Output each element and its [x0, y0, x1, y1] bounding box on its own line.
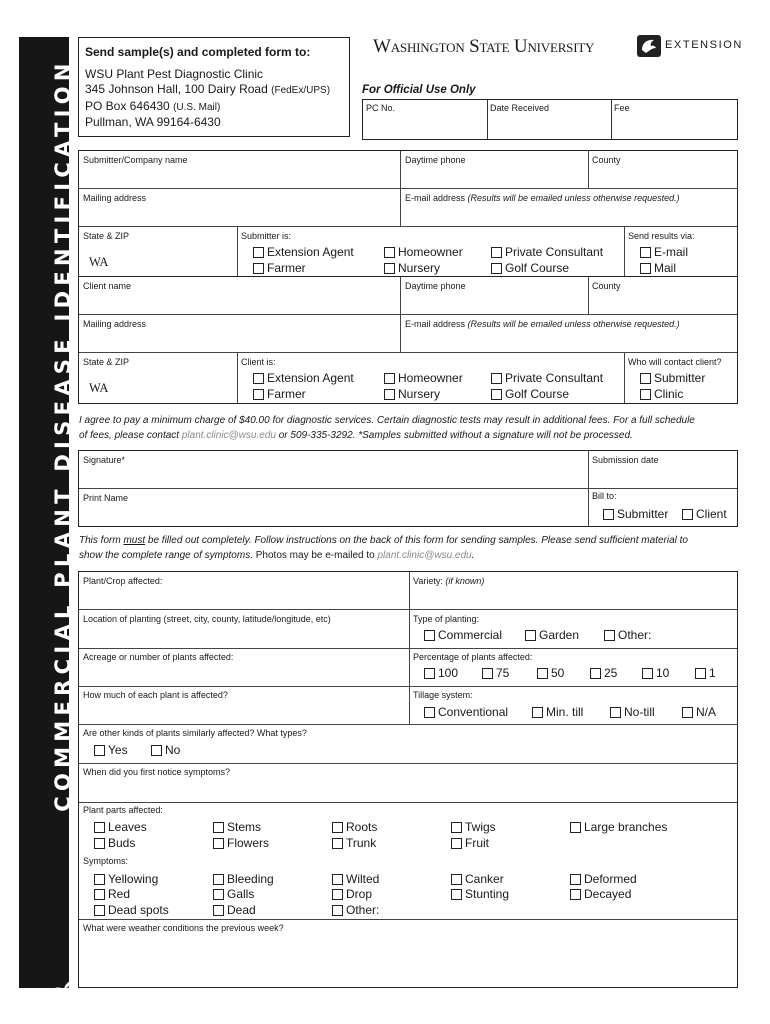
symptom-checkbox[interactable] [94, 872, 158, 886]
option-label: Fruit [465, 836, 489, 850]
tillage-label: Tillage system: [413, 690, 473, 700]
submitter-type-checkbox[interactable] [384, 261, 440, 275]
instructions-rest: be filled out completely. Follow instructions on the back of this form for sending samples. Please send sufficient material to [147, 535, 688, 546]
option-label: Private Consultant [505, 371, 604, 385]
checkbox-icon [451, 838, 462, 849]
wsu-header [373, 33, 741, 63]
submitter-phone-field[interactable]: Daytime phone [405, 155, 466, 165]
checkbox-icon [384, 247, 395, 258]
tillage-checkbox[interactable] [424, 705, 508, 719]
extension-label: EXTENSION [665, 39, 743, 51]
option-label: 50 [551, 666, 565, 680]
checkbox-icon [590, 668, 601, 679]
client-state-value[interactable]: WA [89, 381, 109, 395]
option-label: Client [696, 507, 727, 521]
checkbox-icon [491, 373, 502, 384]
checkbox-icon [424, 668, 435, 679]
tillage-checkbox[interactable] [682, 705, 716, 719]
checkbox-icon [451, 874, 462, 885]
submitter-name-field[interactable]: Submitter/Company name [83, 155, 188, 165]
option-label: Extension Agent [267, 245, 354, 259]
send-to-title: Send sample(s) and completed form to: [85, 45, 311, 59]
type-planting-checkbox[interactable] [424, 628, 502, 642]
send-to-box [78, 37, 350, 137]
percentage-label: Percentage of plants affected: [413, 652, 533, 662]
email-label: E-mail address [405, 319, 466, 329]
university-name: Washington State University [373, 36, 595, 57]
option-label: N/A [696, 705, 717, 719]
checkbox-icon [695, 668, 706, 679]
checkbox-icon [332, 874, 343, 885]
client-type-checkbox[interactable] [384, 387, 440, 401]
checkbox-icon [424, 630, 435, 641]
instructions-text [79, 533, 739, 563]
client-email-field[interactable] [405, 319, 680, 329]
option-label: Conventional [438, 705, 509, 719]
checkbox-icon [213, 874, 224, 885]
option-label: 10 [656, 666, 670, 680]
checkbox-icon [532, 707, 543, 718]
apple-icon [46, 979, 82, 1019]
checkbox-icon [482, 668, 493, 679]
bill-to-checkbox[interactable] [603, 507, 668, 521]
client-type-checkbox[interactable] [253, 387, 306, 401]
checkbox-icon [253, 373, 264, 384]
checkbox-icon [94, 838, 105, 849]
submitter-address-field[interactable]: Mailing address [83, 193, 147, 203]
who-contact-checkbox[interactable] [640, 371, 705, 385]
clinic-email-link[interactable]: plant.clinic@wsu.edu [377, 550, 472, 561]
plant-part-checkbox[interactable] [332, 820, 377, 834]
checkbox-icon [682, 707, 693, 718]
option-label: 75 [496, 666, 510, 680]
client-is-label: Client is: [241, 357, 276, 367]
option-label: Red [108, 887, 131, 901]
checkbox-icon [213, 905, 224, 916]
email-note: (Results will be emailed unless otherwise requested.) [467, 193, 680, 203]
client-type-checkbox[interactable] [491, 387, 569, 401]
option-label: Submitter [617, 507, 669, 521]
address-street-note: (FedEx/UPS) [271, 84, 331, 96]
pc-no-label: PC No. [366, 103, 396, 113]
option-label: Large branches [584, 820, 668, 834]
checkbox-icon [94, 905, 105, 916]
instructions-line [79, 548, 739, 563]
percentage-checkbox[interactable] [424, 666, 458, 680]
checkbox-icon [570, 874, 581, 885]
client-phone-field[interactable]: Daytime phone [405, 281, 466, 291]
option-label: Yellowing [108, 872, 159, 886]
checkbox-icon [94, 889, 105, 900]
crop-field[interactable]: Plant/Crop affected: [83, 576, 163, 586]
option-label: Roots [346, 820, 378, 834]
fee-label: Fee [614, 103, 630, 113]
option-label: Decayed [584, 887, 632, 901]
option-label: Farmer [267, 261, 306, 275]
client-county-field[interactable]: County [592, 281, 621, 291]
agreement-text [79, 413, 739, 443]
option-label: Wilted [346, 872, 380, 886]
checkbox-icon [94, 745, 105, 756]
type-planting-label: Type of planting: [413, 614, 480, 624]
checkbox-icon [451, 889, 462, 900]
symptom-checkbox[interactable] [451, 872, 504, 886]
checkbox-icon [642, 668, 653, 679]
other-kinds-label: Are other kinds of plants similarly affected? What types? [83, 728, 307, 738]
address-street: 345 Johnson Hall, 100 Dairy Road [85, 81, 268, 96]
tillage-checkbox[interactable] [532, 705, 583, 719]
option-label: Commercial [438, 628, 503, 642]
checkbox-icon [682, 509, 693, 520]
client-state-zip-label: State & ZIP [83, 357, 130, 367]
checkbox-icon [94, 874, 105, 885]
submitter-state-value[interactable]: WA [89, 255, 109, 269]
client-type-checkbox[interactable] [491, 371, 603, 385]
variety-label: Variety: [413, 576, 443, 586]
print-name-field[interactable]: Print Name [83, 493, 129, 503]
checkbox-icon [491, 389, 502, 400]
option-label: Garden [539, 628, 580, 642]
send-address-line: Pullman, WA 99164-6430 [85, 115, 221, 130]
submitter-type-checkbox[interactable] [491, 261, 569, 275]
plant-part-checkbox[interactable] [451, 820, 496, 834]
symptom-checkbox[interactable] [213, 887, 254, 901]
option-label: Min. till [546, 705, 584, 719]
official-use-box [362, 99, 738, 140]
plant-part-checkbox[interactable] [213, 820, 261, 834]
percentage-checkbox[interactable] [590, 666, 617, 680]
checkbox-icon [604, 630, 615, 641]
option-label: Clinic [654, 387, 684, 401]
symptom-checkbox[interactable] [332, 872, 379, 886]
how-much-field[interactable]: How much of each plant is affected? [83, 690, 228, 700]
option-label: Submitter [654, 371, 706, 385]
plant-part-checkbox[interactable] [570, 820, 667, 834]
variety-note: (if known) [445, 576, 485, 586]
client-type-checkbox[interactable] [253, 371, 354, 385]
option-label: E-mail [654, 245, 689, 259]
submitter-type-checkbox[interactable] [491, 245, 603, 259]
email-note: (Results will be emailed unless otherwise requested.) [467, 319, 680, 329]
option-label: Other: [618, 628, 652, 642]
percentage-checkbox[interactable] [482, 666, 509, 680]
must-emphasis: must [123, 535, 146, 546]
first-notice-field[interactable]: When did you first notice symptoms? [83, 767, 231, 777]
option-label: Stems [227, 820, 262, 834]
send-results-label: Send results via: [628, 231, 695, 241]
option-label: Golf Course [505, 261, 570, 275]
option-label: Homeowner [398, 371, 463, 385]
option-label: 25 [604, 666, 618, 680]
email-label: E-mail address [405, 193, 466, 203]
plant-part-checkbox[interactable] [94, 820, 147, 834]
option-label: Mail [654, 261, 677, 275]
fee-field[interactable] [611, 100, 737, 139]
option-label: 100 [438, 666, 459, 680]
option-label: Twigs [465, 820, 496, 834]
option-label: Nursery [398, 261, 441, 275]
option-label: Extension Agent [267, 371, 354, 385]
checkbox-icon [253, 247, 264, 258]
symptom-checkbox[interactable] [213, 903, 256, 917]
option-label: Farmer [267, 387, 306, 401]
agreement-contact: of fees, please contact [79, 430, 180, 441]
submitter-email-field[interactable] [405, 193, 680, 203]
option-label: Galls [227, 887, 255, 901]
option-label: Yes [108, 743, 128, 757]
client-address-field[interactable]: Mailing address [83, 319, 147, 329]
bill-to-label: Bill to: [592, 491, 617, 501]
checkbox-icon [640, 247, 651, 258]
symptom-checkbox[interactable] [570, 887, 631, 901]
agreement-line: I agree to pay a minimum charge of $40.00 for diagnostic services. Certain diagnostic tests may result in additional fees. For a full schedule [79, 415, 695, 426]
clinic-email-link[interactable]: plant.clinic@wsu.edu [181, 430, 276, 441]
checkbox-icon [610, 707, 621, 718]
checkbox-icon [570, 889, 581, 900]
no-checkbox[interactable] [151, 743, 180, 757]
send-address-line: WSU Plant Pest Diagnostic Clinic [85, 67, 264, 81]
checkbox-icon [332, 889, 343, 900]
checkbox-icon [603, 509, 614, 520]
option-label: Nursery [398, 387, 441, 401]
submitter-section [78, 150, 738, 277]
checkbox-icon [537, 668, 548, 679]
checkbox-icon [570, 822, 581, 833]
variety-field[interactable] [413, 576, 484, 586]
plant-parts-label: Plant parts affected: [83, 805, 163, 815]
option-label: Stunting [465, 887, 510, 901]
option-label: Drop [346, 887, 373, 901]
client-name-field[interactable]: Client name [83, 281, 132, 291]
submitter-type-checkbox[interactable] [384, 245, 463, 259]
checkbox-icon [213, 889, 224, 900]
option-label: Other: [346, 903, 380, 917]
cougar-logo-icon [637, 35, 661, 57]
symptom-checkbox[interactable] [213, 872, 274, 886]
option-label: No [165, 743, 181, 757]
acreage-field[interactable]: Acreage or number of plants affected: [83, 652, 234, 662]
signature-field[interactable]: Signature* [83, 455, 126, 465]
option-label: Private Consultant [505, 245, 604, 259]
type-planting-checkbox[interactable] [604, 628, 651, 642]
checkbox-icon [640, 373, 651, 384]
checkbox-icon [491, 263, 502, 274]
checkbox-icon [253, 389, 264, 400]
submitter-county-field[interactable]: County [592, 155, 621, 165]
bill-to-checkbox[interactable] [682, 507, 727, 521]
who-contact-label: Who will contact client? [628, 357, 722, 367]
send-address-line [85, 82, 343, 99]
submitter-type-checkbox[interactable] [253, 245, 354, 259]
client-section [78, 277, 738, 404]
instructions-start: This form [79, 535, 121, 546]
instructions-symptoms: show the complete range of symptoms. [79, 550, 253, 561]
percentage-checkbox[interactable] [642, 666, 669, 680]
location-field[interactable]: Location of planting (street, city, county, latitude/longitude, etc) [83, 614, 331, 624]
option-label: 1 [709, 666, 716, 680]
checkbox-icon [640, 389, 651, 400]
checkbox-icon [384, 263, 395, 274]
option-label: Golf Course [505, 387, 570, 401]
option-label: Trunk [346, 836, 377, 850]
percentage-checkbox[interactable] [537, 666, 564, 680]
symptom-checkbox[interactable] [332, 887, 372, 901]
signature-section [78, 450, 738, 527]
plant-part-checkbox[interactable] [451, 836, 489, 850]
submitter-is-label: Submitter is: [241, 231, 292, 241]
agreement-line [79, 428, 739, 443]
weather-field[interactable]: What were weather conditions the previous week? [83, 923, 284, 933]
checkbox-icon [213, 822, 224, 833]
yes-checkbox[interactable] [94, 743, 128, 757]
agreement-phone: or 509-335-3292. *Samples submitted without a signature will not be processed. [278, 430, 633, 441]
address-po: PO Box 646430 [85, 98, 170, 113]
checkbox-icon [640, 263, 651, 274]
plant-section [78, 571, 738, 988]
checkbox-icon [451, 822, 462, 833]
checkbox-icon [253, 263, 264, 274]
submission-date-field[interactable]: Submission date [592, 455, 659, 465]
symptoms-label: Symptoms: [83, 856, 129, 866]
checkbox-icon [424, 707, 435, 718]
checkbox-icon [384, 389, 395, 400]
send-address-line [85, 99, 343, 116]
symptom-checkbox[interactable] [94, 887, 130, 901]
checkbox-icon [151, 745, 162, 756]
type-planting-checkbox[interactable] [525, 628, 579, 642]
option-label: Homeowner [398, 245, 463, 259]
option-label: Leaves [108, 820, 147, 834]
instructions-line [79, 533, 739, 548]
checkbox-icon [94, 822, 105, 833]
official-use-title: For Official Use Only [362, 84, 476, 96]
symptom-checkbox[interactable] [570, 872, 637, 886]
option-label: Dead spots [108, 903, 169, 917]
plant-part-checkbox[interactable] [213, 836, 269, 850]
percentage-checkbox[interactable] [695, 666, 716, 680]
form-title: COMMERCIAL PLANT DISEASE IDENTIFICATION [51, 58, 75, 812]
symptom-checkbox[interactable] [451, 887, 509, 901]
who-contact-checkbox[interactable] [640, 387, 683, 401]
address-po-note: (U.S. Mail) [173, 101, 221, 113]
submitter-state-zip-label: State & ZIP [83, 231, 130, 241]
checkbox-icon [525, 630, 536, 641]
plant-part-checkbox[interactable] [332, 836, 376, 850]
checkbox-icon [491, 247, 502, 258]
checkbox-icon [332, 822, 343, 833]
option-label: Buds [108, 836, 136, 850]
pc-no-field[interactable] [363, 100, 487, 139]
submitter-type-checkbox[interactable] [253, 261, 306, 275]
checkbox-icon [332, 838, 343, 849]
symptom-checkbox[interactable] [332, 903, 379, 917]
option-label: No-till [624, 705, 655, 719]
side-banner [19, 37, 75, 988]
option-label: Canker [465, 872, 504, 886]
symptom-checkbox[interactable] [94, 903, 169, 917]
instructions-photos: Photos may be e-mailed to [255, 550, 375, 561]
option-label: Bleeding [227, 872, 274, 886]
option-label: Flowers [227, 836, 270, 850]
date-received-field[interactable] [487, 100, 611, 139]
tillage-checkbox[interactable] [610, 705, 655, 719]
checkbox-icon [332, 905, 343, 916]
send-results-checkbox[interactable] [640, 261, 676, 275]
send-results-checkbox[interactable] [640, 245, 688, 259]
plant-part-checkbox[interactable] [94, 836, 135, 850]
checkbox-icon [384, 373, 395, 384]
client-type-checkbox[interactable] [384, 371, 463, 385]
option-label: Deformed [584, 872, 637, 886]
checkbox-icon [213, 838, 224, 849]
date-received-label: Date Received [490, 103, 550, 113]
instructions-period: . [471, 550, 475, 561]
option-label: Dead [227, 903, 256, 917]
